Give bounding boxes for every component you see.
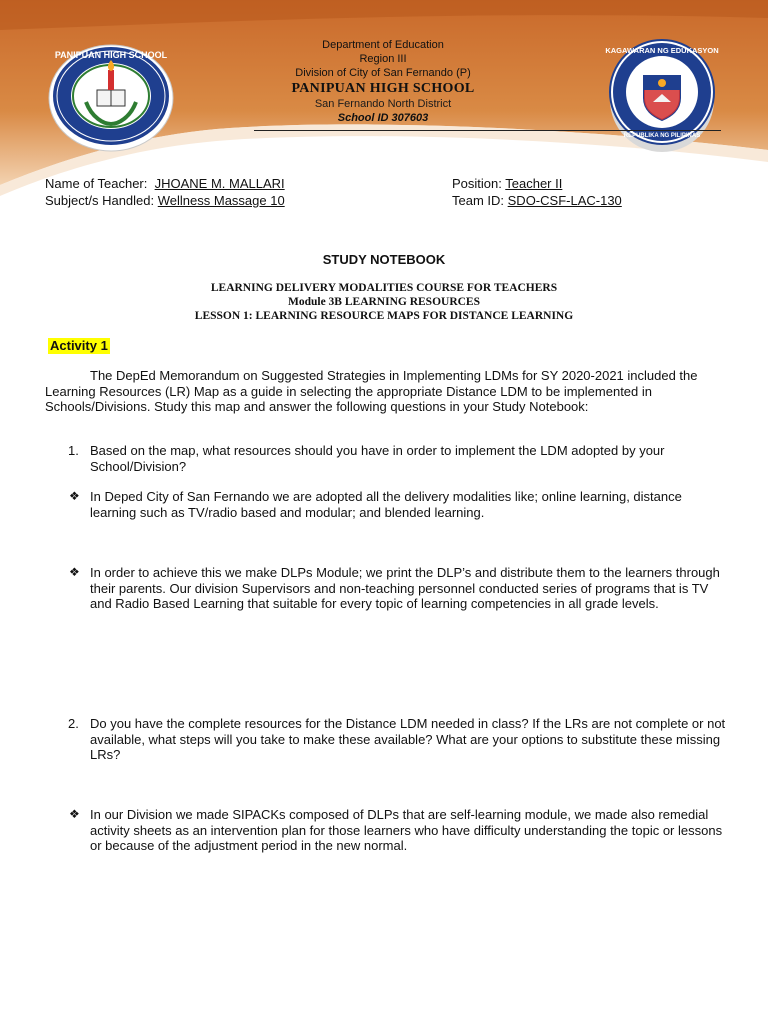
region-line: Region III [359, 53, 407, 65]
division-line: Division of City of San Fernando (P) [295, 67, 471, 79]
teacher-label: Name of Teacher: [45, 176, 148, 191]
question-1: Based on the map, what resources should you have in order to implement the LDM adopted by your School/Division? [90, 443, 665, 474]
team-label: Team ID: [452, 193, 505, 208]
lesson-title: LESSON 1: LEARNING RESOURCE MAPS FOR DISTANCE LEARNING [194, 310, 574, 322]
page-title: STUDY NOTEBOOK [322, 252, 446, 267]
teacher-value: JHOANE M. MALLARI [154, 176, 285, 191]
letterhead [200, 38, 566, 125]
deped-seal-icon [603, 36, 721, 154]
school-name: PANIPUAN HIGH SCHOOL [291, 81, 475, 96]
subject-field [45, 192, 285, 209]
svg-text:KAGAWARAN NG EDUKASYON: KAGAWARAN NG EDUKASYON [605, 46, 719, 55]
subject-value: Wellness Massage 10 [157, 193, 285, 208]
subject-label: Subject/s Handled: [45, 193, 155, 208]
answer-1a: In Deped City of San Fernando we are adopted all the delivery modalities like; online learning, distance learning such as TV/radio based and modular; and blended learning. [90, 489, 682, 520]
intro-paragraph: The DepEd Memorandum on Suggested Strategies in Implementing LDMs for SY 2020-2021 included the Learning Resources (LR) Map as a guide in selecting the appropriate Distance LDM to be implemented in Schools/Divisions. Study this map and answer the following questions in your Study Notebook: [45, 368, 698, 415]
position-field [452, 175, 562, 192]
bullet-icon: ❖ [69, 807, 80, 821]
position-label: Position: [452, 176, 502, 191]
bullet-icon: ❖ [69, 489, 80, 503]
school-id-line: School ID 307603 [337, 112, 429, 124]
course-heading [0, 281, 768, 323]
activity-label: Activity 1 [50, 338, 108, 353]
district-line: San Fernando North District [314, 98, 452, 110]
question-1-number: 1. [68, 443, 79, 458]
department-line: Department of Education [322, 39, 444, 51]
school-seal-icon [46, 40, 176, 152]
question-2-number: 2. [68, 716, 79, 731]
bullet-icon: ❖ [69, 565, 80, 579]
position-value: Teacher II [505, 176, 563, 191]
answer-1b: In order to achieve this we make DLPs Module; we print the DLP’s and distribute them to the learners through their parents. Our division Supervisors and non-teaching personnel conducted series of programs that is TV and Radio Based Learning that suitable for every topic of learning competencies in all grade levels. [90, 565, 720, 612]
svg-text:PANIPUAN HIGH SCHOOL: PANIPUAN HIGH SCHOOL [54, 50, 168, 60]
header-divider [254, 130, 721, 131]
question-2: Do you have the complete resources for the Distance LDM needed in class? If the LRs are not complete or not available, what steps will you take to make these available? What are your options to substitute these missing LRs? [90, 716, 726, 763]
answer-2: In our Division we made SIPACKs composed of DLPs that are self-learning module, we made also remedial activity sheets as an intervention plan for those learners who have difficulty understanding the topic or lessons or because of the adjustment period in the new normal. [90, 807, 723, 854]
svg-text:REPUBLIKA NG PILIPINAS: REPUBLIKA NG PILIPINAS [623, 133, 701, 139]
teacher-name-field [45, 175, 285, 192]
team-value: SDO-CSF-LAC-130 [507, 193, 622, 208]
course-title: LEARNING DELIVERY MODALITIES COURSE FOR TEACHERS [210, 282, 558, 294]
module-title: Module 3B LEARNING RESOURCES [287, 296, 481, 308]
team-id-field [452, 192, 622, 209]
